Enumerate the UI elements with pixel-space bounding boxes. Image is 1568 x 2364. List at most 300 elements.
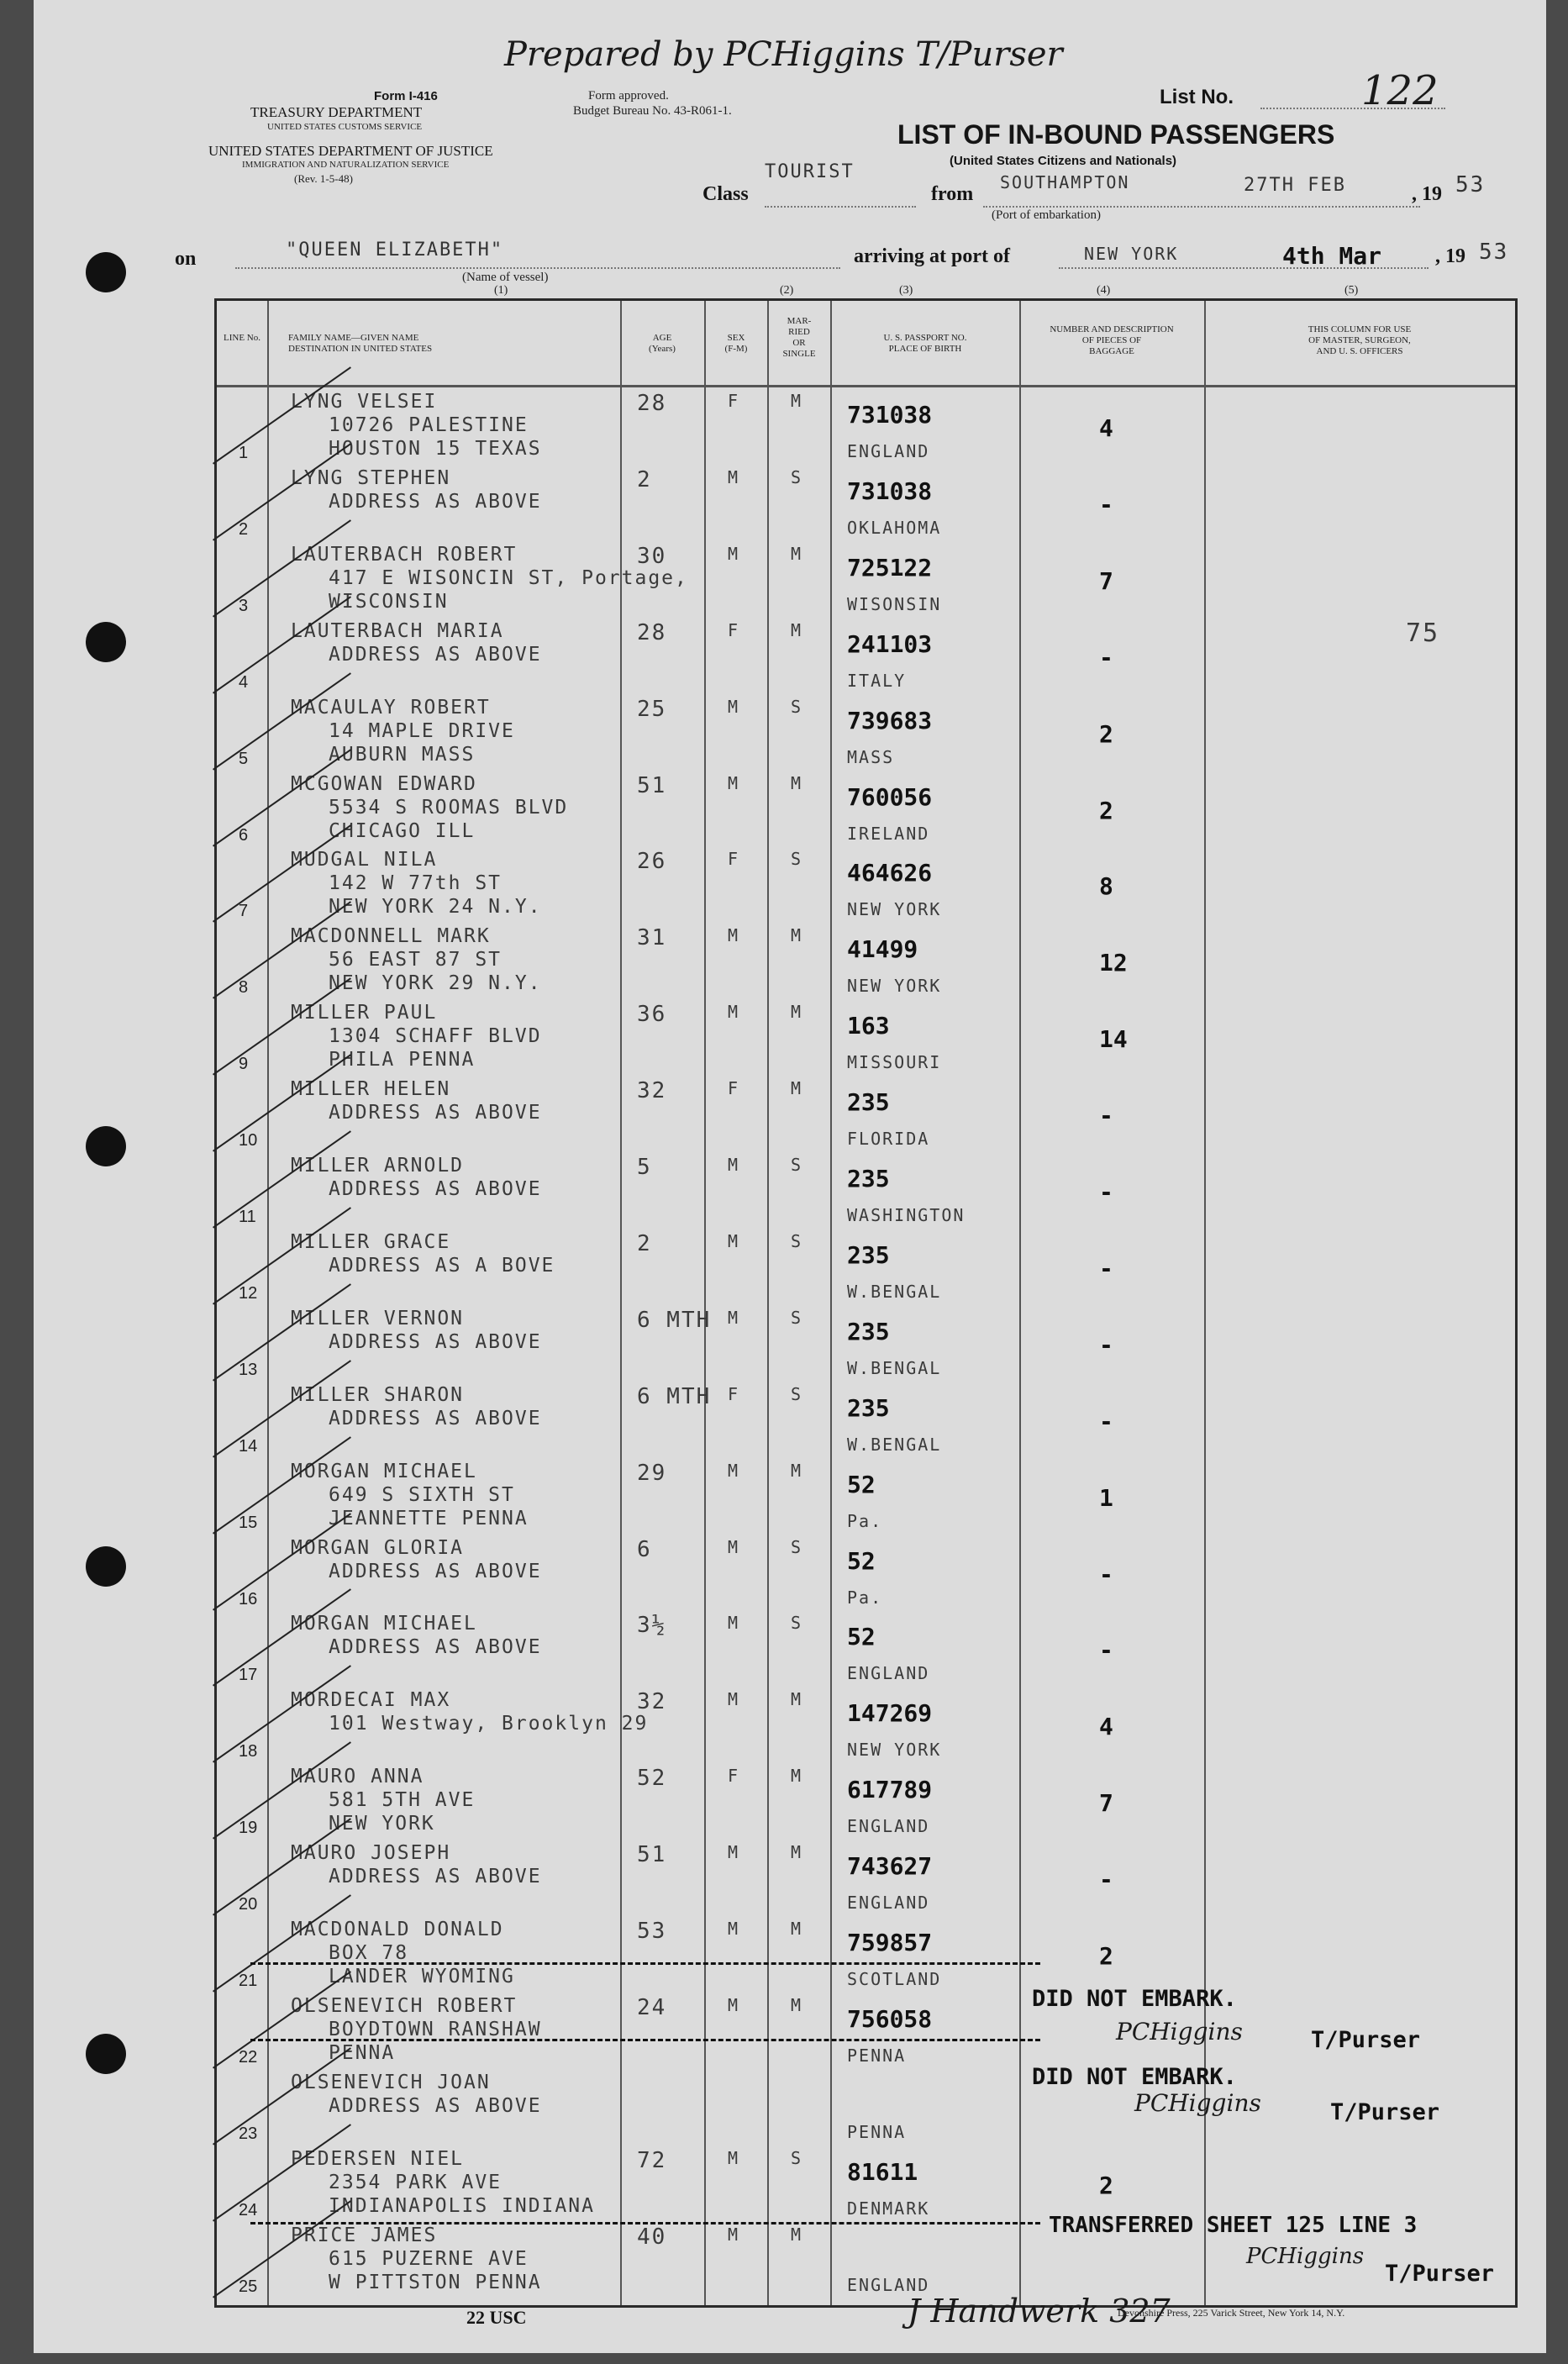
line-number: 5 bbox=[239, 749, 249, 768]
header-line-no: LINE No. bbox=[224, 333, 260, 343]
baggage-count: - bbox=[1099, 1178, 1113, 1206]
address-line-1: 101 Westway, Brooklyn 29 bbox=[329, 1713, 649, 1735]
purser-signature-2: PCHiggins bbox=[1134, 2089, 1261, 2117]
passenger-name: MILLER SHARON bbox=[291, 1383, 465, 1406]
marital-status: M bbox=[791, 1994, 803, 2015]
line-number: 20 bbox=[239, 1895, 258, 1914]
purser-signature-1: PCHiggins bbox=[1116, 2018, 1243, 2045]
birthplace: DENMARK bbox=[847, 2198, 930, 2219]
marital-status: M bbox=[791, 1842, 803, 1863]
passenger-name: MILLER VERNON bbox=[291, 1307, 465, 1329]
purser-title-2: T/Purser bbox=[1330, 2099, 1440, 2125]
passport-number: 760056 bbox=[847, 782, 933, 811]
address-line-2: CHICAGO ILL bbox=[329, 819, 476, 842]
address-line-1: BOYDTOWN RANSHAW bbox=[329, 2018, 542, 2040]
table-row bbox=[217, 1611, 1515, 1687]
table-row bbox=[217, 2070, 1515, 2146]
marital-status: S bbox=[791, 696, 803, 717]
passport-number: 41499 bbox=[847, 935, 918, 964]
address-line-1: ADDRESS AS ABOVE bbox=[329, 643, 542, 666]
address-line-1: 581 5TH AVE bbox=[329, 1789, 476, 1812]
address-line-2: NEW YORK 24 N.Y. bbox=[329, 896, 542, 919]
departure-year: 53 bbox=[1455, 172, 1486, 197]
passport-number: 739683 bbox=[847, 706, 933, 734]
col-num-2: (2) bbox=[780, 284, 794, 297]
passenger-name: LYNG STEPHEN bbox=[291, 466, 451, 489]
marital-status: M bbox=[791, 543, 803, 564]
baggage-count: - bbox=[1099, 1102, 1113, 1130]
from-line bbox=[983, 206, 1420, 208]
address-line-2: PENNA bbox=[329, 2041, 396, 2064]
sex: M bbox=[728, 1689, 740, 1710]
age: 26 bbox=[637, 849, 667, 875]
sex: M bbox=[728, 1155, 740, 1175]
marital-status: M bbox=[791, 391, 803, 411]
baggage-count: - bbox=[1099, 490, 1113, 519]
sex: M bbox=[728, 2224, 740, 2245]
age: 2 bbox=[637, 466, 652, 492]
address-line-1: ADDRESS AS ABOVE bbox=[329, 2094, 542, 2117]
marital-status: S bbox=[791, 2147, 803, 2168]
sex: M bbox=[728, 1613, 740, 1634]
baggage-count: - bbox=[1099, 1636, 1113, 1665]
birthplace: ENGLAND bbox=[847, 1893, 930, 1914]
address-line-1: 56 EAST 87 ST bbox=[329, 949, 502, 971]
line-number: 24 bbox=[239, 2200, 258, 2219]
passenger-name: LAUTERBACH MARIA bbox=[291, 619, 504, 642]
age: 51 bbox=[637, 1842, 667, 1868]
sex: M bbox=[728, 696, 740, 717]
strike-line-22 bbox=[250, 1962, 1040, 1965]
sex: M bbox=[728, 466, 740, 487]
birthplace: PENNA bbox=[847, 2045, 907, 2066]
birthplace: ENGLAND bbox=[847, 441, 930, 461]
passenger-name: MAURO ANNA bbox=[291, 1766, 424, 1788]
sex: M bbox=[728, 1842, 740, 1863]
passenger-name: LAUTERBACH ROBERT bbox=[291, 543, 518, 566]
baggage-count: 2 bbox=[1099, 2171, 1113, 2199]
sex: M bbox=[728, 1230, 740, 1251]
baggage-count: 4 bbox=[1099, 1713, 1113, 1741]
line-number: 18 bbox=[239, 1742, 258, 1761]
passenger-name: PRICE JAMES bbox=[291, 2224, 438, 2246]
age: 30 bbox=[637, 543, 667, 569]
passenger-name: MORGAN MICHAEL bbox=[291, 1613, 477, 1635]
birthplace: MASS bbox=[847, 746, 895, 767]
age: 6 MTH bbox=[637, 1383, 712, 1409]
age: 72 bbox=[637, 2147, 667, 2173]
marital-status: S bbox=[791, 1307, 803, 1328]
birthplace: WISONSIN bbox=[847, 593, 942, 614]
table-row bbox=[217, 771, 1515, 848]
baggage-count: 1 bbox=[1099, 1483, 1113, 1512]
passenger-name: MILLER PAUL bbox=[291, 1002, 438, 1024]
passenger-name: MILLER HELEN bbox=[291, 1078, 451, 1101]
birthplace: ENGLAND bbox=[847, 1663, 930, 1684]
table-row bbox=[217, 1000, 1515, 1077]
address-line-2: WISCONSIN bbox=[329, 590, 449, 613]
line-number: 25 bbox=[239, 2277, 258, 2296]
table-row bbox=[217, 466, 1515, 542]
baggage-count: - bbox=[1099, 1330, 1113, 1359]
on-label: on bbox=[175, 248, 197, 270]
age: 6 MTH bbox=[637, 1307, 712, 1333]
address-line-2: LANDER WYOMING bbox=[329, 1966, 515, 1988]
address-line-1: ADDRESS AS ABOVE bbox=[329, 1407, 542, 1429]
did-not-embark-1: DID NOT EMBARK. bbox=[1032, 1986, 1237, 2012]
birthplace: MISSOURI bbox=[847, 1052, 942, 1073]
punch-hole bbox=[86, 1126, 126, 1166]
passenger-name: MORGAN GLORIA bbox=[291, 1536, 465, 1559]
address-line-1: ADDRESS AS ABOVE bbox=[329, 1866, 542, 1888]
marital-status: M bbox=[791, 925, 803, 946]
line-number: 2 bbox=[239, 519, 249, 539]
sex: F bbox=[728, 1766, 740, 1787]
line-number: 21 bbox=[239, 1972, 258, 1990]
from-value: SOUTHAMPTON bbox=[1000, 172, 1130, 192]
marital-status: M bbox=[791, 1766, 803, 1787]
line-number: 19 bbox=[239, 1819, 258, 1838]
header-officers: THIS COLUMN FOR USE OF MASTER, SURGEON, AND U. S. OFFICERS bbox=[1308, 324, 1412, 356]
line-number: 14 bbox=[239, 1436, 258, 1456]
header-passport: U. S. PASSPORT NO. PLACE OF BIRTH bbox=[883, 333, 967, 354]
address-line-2: INDIANAPOLIS INDIANA bbox=[329, 2194, 595, 2217]
age: 51 bbox=[637, 772, 667, 798]
header-married: MAR- RIED OR SINGLE bbox=[782, 316, 816, 359]
birthplace: SCOTLAND bbox=[847, 1969, 942, 1989]
marital-status: M bbox=[791, 2224, 803, 2245]
line-number: 13 bbox=[239, 1360, 258, 1379]
header-name: FAMILY NAME—GIVEN NAME DESTINATION IN UNITED STATES bbox=[288, 333, 433, 354]
birthplace: NEW YORK bbox=[847, 976, 942, 997]
line-number: 11 bbox=[239, 1208, 256, 1226]
line-number: 6 bbox=[239, 825, 249, 845]
baggage-count: 2 bbox=[1099, 1942, 1113, 1970]
purser-title-3: T/Purser bbox=[1385, 2261, 1495, 2287]
address-line-2: AUBURN MASS bbox=[329, 743, 476, 766]
passenger-name: LYNG VELSEI bbox=[291, 391, 438, 413]
birthplace: WASHINGTON bbox=[847, 1205, 966, 1225]
table-row bbox=[217, 542, 1515, 619]
passenger-name: MCGOWAN EDWARD bbox=[291, 772, 477, 795]
line-number: 16 bbox=[239, 1589, 258, 1608]
address-line-1: 5534 S ROOMAS BLVD bbox=[329, 796, 569, 819]
baggage-count: 12 bbox=[1099, 949, 1128, 977]
sex: M bbox=[728, 925, 740, 946]
passport-number: 52 bbox=[847, 1470, 876, 1498]
class-line bbox=[765, 206, 916, 208]
table-row bbox=[217, 1306, 1515, 1382]
table-row bbox=[217, 1077, 1515, 1153]
passport-number: 743627 bbox=[847, 1852, 933, 1881]
purser-title-1: T/Purser bbox=[1311, 2027, 1421, 2053]
treasury-dept: TREASURY DEPARTMENT bbox=[250, 104, 423, 120]
marital-status: S bbox=[791, 1155, 803, 1175]
sex: M bbox=[728, 1919, 740, 1939]
form-approved: Form approved. bbox=[588, 89, 669, 103]
arrival-date: 4th Mar bbox=[1282, 242, 1382, 270]
birthplace: W.BENGAL bbox=[847, 1357, 942, 1378]
arrival-year: 53 bbox=[1479, 240, 1509, 265]
address-line-1: ADDRESS AS ABOVE bbox=[329, 1636, 542, 1659]
age: 53 bbox=[637, 1919, 667, 1944]
punch-hole bbox=[86, 622, 126, 662]
age: 29 bbox=[637, 1460, 667, 1486]
sex: M bbox=[728, 772, 740, 793]
passport-number: 81611 bbox=[847, 2157, 918, 2186]
age: 28 bbox=[637, 391, 667, 416]
arriving-label: arriving at port of bbox=[854, 245, 1010, 267]
address-line-2: NEW YORK bbox=[329, 1813, 435, 1835]
baggage-count: 4 bbox=[1099, 414, 1113, 442]
strike-line-23 bbox=[250, 2039, 1040, 2041]
address-line-2: NEW YORK 29 N.Y. bbox=[329, 972, 542, 995]
marital-status: M bbox=[791, 1919, 803, 1939]
passport-number: 241103 bbox=[847, 629, 933, 658]
line-number: 23 bbox=[239, 2124, 258, 2143]
marital-status: S bbox=[791, 1613, 803, 1634]
marital-status: S bbox=[791, 466, 803, 487]
table-row bbox=[217, 1764, 1515, 1840]
col-num-5: (5) bbox=[1344, 284, 1359, 297]
address-line-1: ADDRESS AS ABOVE bbox=[329, 1560, 542, 1582]
birthplace: NEW YORK bbox=[847, 1740, 942, 1761]
table-row bbox=[217, 619, 1515, 695]
passenger-name: PEDERSEN NIEL bbox=[291, 2147, 465, 2170]
vessel-caption: (Name of vessel) bbox=[462, 271, 549, 284]
punch-hole bbox=[86, 252, 126, 292]
passport-number: 756058 bbox=[847, 2004, 933, 2033]
sex: M bbox=[728, 2147, 740, 2168]
passenger-name: OLSENEVICH JOAN bbox=[291, 2071, 491, 2093]
age: 2 bbox=[637, 1230, 652, 1256]
from-label: from bbox=[931, 183, 974, 205]
baggage-count: - bbox=[1099, 1254, 1113, 1282]
baggage-count: - bbox=[1099, 1866, 1113, 1894]
port-embarkation-caption: (Port of embarkation) bbox=[992, 208, 1101, 222]
baggage-count: 7 bbox=[1099, 1789, 1113, 1818]
birthplace: NEW YORK bbox=[847, 899, 942, 920]
birthplace: FLORIDA bbox=[847, 1129, 930, 1150]
table-row bbox=[217, 695, 1515, 771]
line-number: 15 bbox=[239, 1513, 258, 1532]
col-num-4: (4) bbox=[1097, 284, 1111, 297]
baggage-count: 2 bbox=[1099, 719, 1113, 748]
address-line-1: ADDRESS AS ABOVE bbox=[329, 1178, 542, 1200]
year-prefix-2: , 19 bbox=[1435, 245, 1465, 267]
table-row bbox=[217, 1535, 1515, 1612]
form-rev: (Rev. 1-5-48) bbox=[294, 172, 353, 185]
passport-number: 147269 bbox=[847, 1699, 933, 1728]
address-line-1: BOX 78 bbox=[329, 1942, 409, 1964]
address-line-1: ADDRESS AS ABOVE bbox=[329, 1330, 542, 1353]
sex: M bbox=[728, 1994, 740, 2015]
customs-service: UNITED STATES CUSTOMS SERVICE bbox=[267, 122, 423, 132]
header-sex: SEX (F-M) bbox=[724, 333, 748, 354]
address-line-1: 14 MAPLE DRIVE bbox=[329, 719, 515, 742]
punch-hole bbox=[86, 2034, 126, 2074]
passenger-name: MORDECAI MAX bbox=[291, 1689, 451, 1712]
col-num-1: (1) bbox=[494, 284, 508, 297]
passport-number: 759857 bbox=[847, 1929, 933, 1956]
age: 52 bbox=[637, 1766, 667, 1792]
table-row bbox=[217, 1840, 1515, 1917]
marital-status: M bbox=[791, 1689, 803, 1710]
baggage-count: 8 bbox=[1099, 872, 1113, 901]
table-row bbox=[217, 1382, 1515, 1459]
punch-hole bbox=[86, 1546, 126, 1587]
passport-number: 52 bbox=[847, 1623, 876, 1651]
table-row bbox=[217, 389, 1515, 466]
transferred-note: TRANSFERRED SHEET 125 LINE 3 bbox=[1049, 2213, 1418, 2238]
age: 5 bbox=[637, 1155, 652, 1180]
immigration-service: IMMIGRATION AND NATURALIZATION SERVICE bbox=[242, 160, 450, 170]
sex: M bbox=[728, 1002, 740, 1023]
purser-signature-3: PCHiggins bbox=[1246, 2244, 1365, 2269]
manifest-sheet bbox=[34, 0, 1546, 2353]
birthplace: Pa. bbox=[847, 1587, 883, 1608]
age: 31 bbox=[637, 925, 667, 951]
header-baggage: NUMBER AND DESCRIPTION OF PIECES OF BAGGAGE bbox=[1050, 324, 1174, 356]
class-label: Class bbox=[702, 183, 749, 205]
sex: F bbox=[728, 391, 740, 411]
passenger-name: MAURO JOSEPH bbox=[291, 1842, 451, 1865]
sex: M bbox=[728, 1536, 740, 1557]
line-number: 7 bbox=[239, 902, 249, 921]
baggage-count: - bbox=[1099, 643, 1113, 671]
address-line-1: ADDRESS AS ABOVE bbox=[329, 490, 542, 513]
age: 40 bbox=[637, 2224, 667, 2250]
line-number: 17 bbox=[239, 1666, 258, 1685]
baggage-count: 2 bbox=[1099, 796, 1113, 824]
form-number: Form I-416 bbox=[374, 89, 438, 103]
marital-status: S bbox=[791, 1383, 803, 1404]
departure-date: 27TH FEB bbox=[1244, 175, 1346, 196]
address-line-1: ADDRESS AS A BOVE bbox=[329, 1254, 555, 1277]
header-age: AGE (Years) bbox=[649, 333, 676, 354]
document-title: LIST OF IN-BOUND PASSENGERS bbox=[897, 119, 1335, 150]
marital-status: M bbox=[791, 1002, 803, 1023]
passport-number: 235 bbox=[847, 1317, 890, 1345]
sex: F bbox=[728, 1383, 740, 1404]
birthplace: W.BENGAL bbox=[847, 1434, 942, 1455]
table-row bbox=[217, 2146, 1515, 2223]
marital-status: M bbox=[791, 772, 803, 793]
budget-bureau: Budget Bureau No. 43-R061-1. bbox=[573, 104, 732, 118]
passenger-name: MUDGAL NILA bbox=[291, 849, 438, 871]
class-value: TOURIST bbox=[765, 161, 855, 182]
age: 25 bbox=[637, 696, 667, 722]
list-no-line bbox=[1260, 108, 1445, 109]
passenger-name: MILLER GRACE bbox=[291, 1230, 451, 1253]
baggage-count: - bbox=[1099, 1407, 1113, 1435]
passport-number: 235 bbox=[847, 1165, 890, 1193]
baggage-count: - bbox=[1099, 1560, 1113, 1588]
birthplace: ITALY bbox=[847, 670, 907, 691]
address-line-1: 1304 SCHAFF BLVD bbox=[329, 1025, 542, 1048]
age: 3½ bbox=[637, 1613, 667, 1639]
table-row bbox=[217, 1153, 1515, 1229]
address-line-2: PHILA PENNA bbox=[329, 1049, 476, 1071]
passport-number: 617789 bbox=[847, 1776, 933, 1804]
table-row bbox=[217, 1459, 1515, 1535]
birthplace: Pa. bbox=[847, 1510, 883, 1531]
line-number: 1 bbox=[239, 444, 249, 462]
birthplace: ENGLAND bbox=[847, 1816, 930, 1837]
passport-number: 235 bbox=[847, 1240, 890, 1269]
strike-line-25 bbox=[250, 2222, 1040, 2224]
line-number: 8 bbox=[239, 978, 249, 998]
address-line-1: ADDRESS AS ABOVE bbox=[329, 1102, 542, 1124]
address-line-1: 615 PUZERNE AVE bbox=[329, 2247, 529, 2270]
handwritten-prepared-by: Prepared by PCHiggins T/Purser bbox=[504, 35, 1063, 74]
passenger-name: OLSENEVICH ROBERT bbox=[291, 1994, 518, 2017]
passport-number: 464626 bbox=[847, 859, 933, 887]
address-line-2: W PITTSTON PENNA bbox=[329, 2271, 542, 2293]
birthplace: OKLAHOMA bbox=[847, 517, 942, 538]
passenger-name: MACDONALD DONALD bbox=[291, 1919, 504, 1940]
age: 36 bbox=[637, 1002, 667, 1028]
passport-number: 235 bbox=[847, 1393, 890, 1422]
passenger-table bbox=[214, 298, 1518, 2308]
list-no-label: List No. bbox=[1160, 86, 1234, 108]
line-number: 9 bbox=[239, 1055, 249, 1074]
address-line-2: JEANNETTE PENNA bbox=[329, 1507, 529, 1529]
sex: F bbox=[728, 1078, 740, 1099]
vessel-line bbox=[235, 267, 840, 269]
passport-number: 235 bbox=[847, 1088, 890, 1117]
birthplace: ENGLAND bbox=[847, 2274, 930, 2295]
age: 32 bbox=[637, 1078, 667, 1104]
sex: F bbox=[728, 619, 740, 640]
sex: M bbox=[728, 543, 740, 564]
baggage-count: 7 bbox=[1099, 566, 1113, 595]
age: 28 bbox=[637, 619, 667, 645]
address-line-1: 2354 PARK AVE bbox=[329, 2171, 502, 2193]
table-row bbox=[217, 1229, 1515, 1306]
footer-usc: 22 USC bbox=[466, 2307, 527, 2328]
baggage-count: 14 bbox=[1099, 1025, 1128, 1054]
list-no-value: 122 bbox=[1361, 67, 1439, 114]
table-row bbox=[217, 847, 1515, 924]
justice-dept: UNITED STATES DEPARTMENT OF JUSTICE bbox=[208, 143, 493, 159]
did-not-embark-2: DID NOT EMBARK. bbox=[1032, 2064, 1237, 2090]
sex: F bbox=[728, 849, 740, 870]
passport-number: 725122 bbox=[847, 553, 933, 582]
passport-number: 731038 bbox=[847, 401, 933, 429]
year-prefix-1: , 19 bbox=[1412, 183, 1442, 205]
passport-number: 52 bbox=[847, 1546, 876, 1575]
age: 6 bbox=[637, 1536, 652, 1562]
line-number: 12 bbox=[239, 1283, 258, 1303]
passenger-name: MILLER ARNOLD bbox=[291, 1155, 465, 1177]
marital-status: M bbox=[791, 1078, 803, 1099]
marital-status: S bbox=[791, 1536, 803, 1557]
age: 32 bbox=[637, 1689, 667, 1715]
passenger-name: MORGAN MICHAEL bbox=[291, 1460, 477, 1482]
line-number: 22 bbox=[239, 2047, 258, 2067]
address-line-1: 142 W 77th ST bbox=[329, 872, 502, 895]
passenger-name: MACDONNELL MARK bbox=[291, 925, 491, 948]
marital-status: M bbox=[791, 619, 803, 640]
footer-signature: J Handwerk 327 bbox=[908, 2293, 1171, 2330]
line-number: 3 bbox=[239, 596, 249, 615]
address-line-1: 417 E WISONCIN ST, Portage, bbox=[329, 566, 688, 589]
birthplace: PENNA bbox=[847, 2121, 907, 2142]
officers-note: 75 bbox=[1406, 619, 1440, 648]
marital-status: M bbox=[791, 1460, 803, 1481]
marital-status: S bbox=[791, 849, 803, 870]
